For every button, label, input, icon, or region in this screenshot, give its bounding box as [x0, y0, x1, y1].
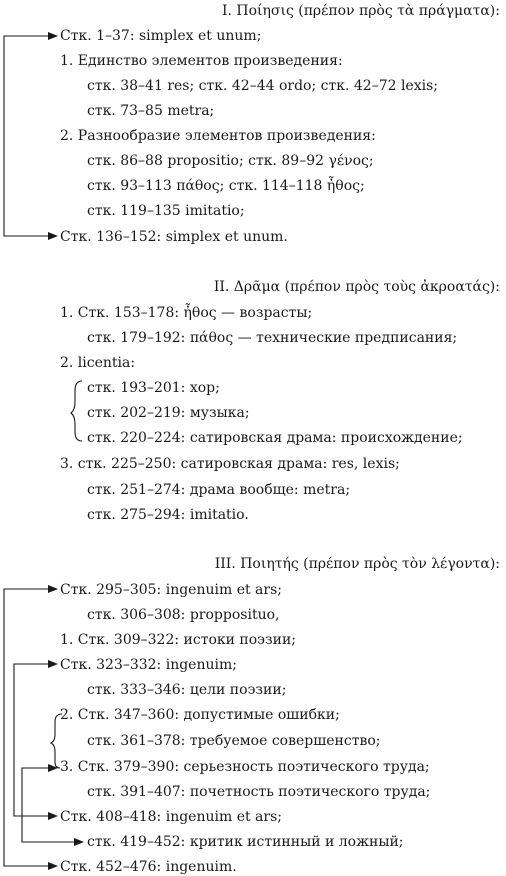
section-3-line: Стк. 323–332: ingenuim; — [60, 657, 237, 673]
section-2-line: стк. 275–294: imitatio. — [87, 507, 249, 523]
arrow-head-icon — [48, 232, 58, 240]
section-3-line: Стк. 295–305: ingenuim et ars; — [60, 582, 282, 598]
arrow-head-icon — [48, 812, 58, 820]
section-2-heading: II. Δρᾶμα (πρέπον πρὸς τοὺς ἀκροατάς): — [213, 279, 500, 295]
section-2-line: 3. стк. 225–250: сатировская драма: res, lexis; — [60, 456, 400, 472]
section-1-line: стк. 93–113 πάθος; стк. 114–118 ἦθος; — [87, 178, 365, 194]
section-1-line: стк. 86–88 propositio; стк. 89–92 γένος; — [87, 153, 374, 169]
section-3-inner-bracket — [14, 664, 56, 816]
section-3-line: стк. 333–346: цели поэзии; — [87, 682, 287, 698]
section-2-line: стк. 220–224: сатировская драма: происхождение; — [87, 430, 463, 446]
section-3-line: стк. 361–378: требуемое совершенство; — [87, 733, 381, 749]
section-1-line: Стк. 1–37: simplex et unum; — [60, 28, 262, 44]
section-3-small-bracket — [22, 768, 82, 842]
section-2-brace — [71, 381, 82, 441]
arrow-head-icon — [48, 32, 58, 40]
section-3-line: 1. Стк. 309–322: истоки поэзии; — [60, 632, 297, 648]
section-2-line: стк. 202–219: музыка; — [87, 405, 250, 421]
section-2-line: 2. licentia: — [60, 355, 136, 371]
section-2-line: 1. Стк. 153–178: ἦθος — возрасты; — [60, 305, 313, 321]
section-3-line: стк. 391–407: почетность поэтического труда; — [87, 784, 431, 800]
arrow-head-icon — [74, 838, 84, 846]
section-1-bracket-line — [4, 36, 56, 236]
section-1-heading: I. Ποίησις (πρέπον πρὸς τὰ πράγματα): — [221, 3, 500, 19]
section-3-line: стк. 306–308: propposituo, — [87, 607, 280, 623]
section-1-line: стк. 38–41 res; стк. 42–44 ordo; стк. 42–72 lexis; — [87, 78, 438, 94]
section-1-line: стк. 119–135 imitatio; — [87, 203, 245, 219]
section-3-line: 3. Стк. 379–390: серьезность поэтического труда; — [60, 759, 430, 775]
arrow-head-icon — [48, 585, 58, 593]
section-1-line: Стк. 136–152: simplex et unum. — [60, 229, 288, 245]
section-2-line: стк. 193–201: хор; — [87, 380, 220, 396]
section-3-line: Стк. 408–418: ingenuim et ars; — [60, 809, 282, 825]
section-1-line: 2. Разнообразие элементов произведения: — [60, 128, 376, 144]
section-3-line: 2. Стк. 347–360: допустимые ошибки; — [60, 707, 340, 723]
section-3-line: стк. 419–452: критик истинный и ложный; — [87, 834, 404, 850]
section-3-line: Стк. 452–476: ingenuim. — [60, 859, 237, 875]
arrow-head-icon — [48, 660, 58, 668]
section-1-line: стк. 73–85 metra; — [87, 103, 215, 119]
section-3-heading: III. Ποιητής (πρέπον πρὸς τὸν λέγοντα): — [214, 556, 500, 572]
arrow-head-icon — [48, 764, 58, 772]
section-2-line: стк. 179–192: πάθος — технические предписания; — [87, 330, 458, 346]
section-2-line: стк. 251–274: драма вообще: metra; — [87, 482, 351, 498]
section-1-line: 1. Единство элементов произведения: — [60, 53, 343, 69]
section-3-outer-bracket — [4, 589, 56, 866]
arrow-head-icon — [48, 862, 58, 870]
